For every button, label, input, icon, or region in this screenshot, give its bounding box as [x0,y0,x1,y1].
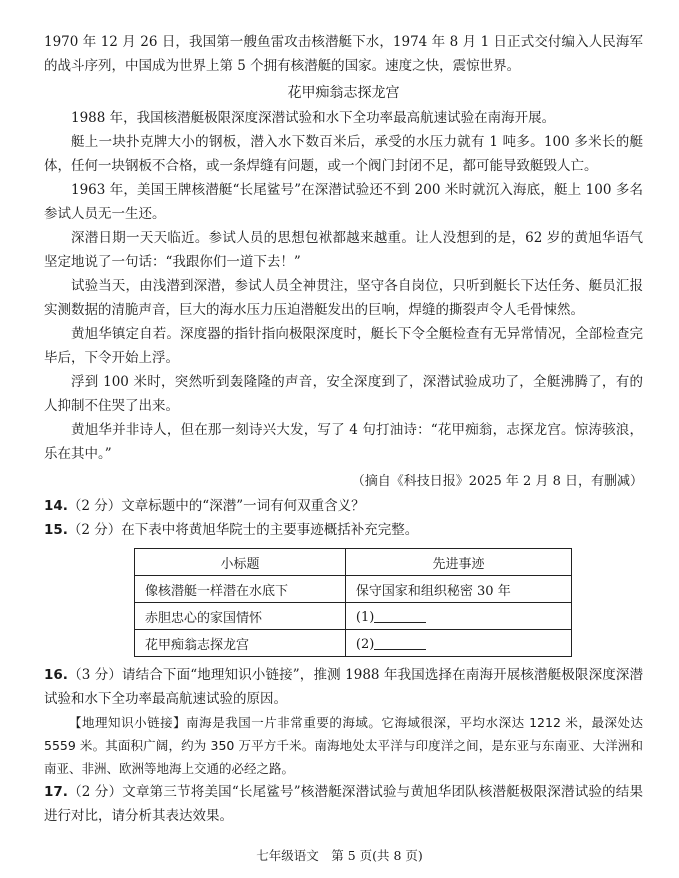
article-paragraph-4: 深潜日期一天天临近。参试人员的思想包袱都越来越重。让人没想到的是，62 岁的黄旭华语气坚定地说了一句话：“我跟你们一道下去！” [44,230,643,270]
table-cell-subtitle: 花甲痴翁志探龙宫 [135,630,346,657]
answer-blank-1[interactable] [374,608,426,623]
article-paragraph-3: 1963 年，美国王牌核潜艇“长尾鲨号”在深潜试验还不到 200 米时就沉入海底，艇上 100 多名参试人员无一生还。 [44,182,643,222]
blank-label: (1) [355,609,375,625]
deeds-summary-table [134,548,572,657]
article-paragraph-5: 试验当天，由浅潜到深潜，参试人员全神贯注，坚守各自岗位，只听到艇长下达任务、艇员汇报实测数据的清脆声音，巨大的海水压力压迫潜艇发出的巨响，焊缝的撕裂声令人毛骨悚然。 [44,278,643,318]
table-header-row [135,549,572,576]
article-paragraph-6: 黄旭华镇定自若。深度器的指针指向极限深度时，艇长下令全艇检查有无异常情况，全部检查完毕后，下令开始上浮。 [44,326,643,366]
geography-link: 【地理知识小链接】南海是我国一片非常重要的海域。它海域很深，平均水深达 1212 米，最深处达 5559 米。其面积广阔，约为 350 万平方千米。南海地处太平洋与印度洋之间，是东亚与东南亚、大洋洲和南亚、非洲、欧洲等地海上交通的必经之路。 [44,715,643,776]
question-number: 15. [44,522,68,538]
question-text: （2 分）文章标题中的“深潜”一词有何双重含义？ [67,498,365,514]
article-paragraph-7: 浮到 100 米时，突然听到轰隆隆的声音，安全深度到了，深潜试验成功了，全艇沸腾了，有的人抑制不住哭了出来。 [44,374,643,414]
question-15 [44,518,643,542]
table-header-cell: 先进事迹 [345,549,571,576]
intro-paragraph: 1970 年 12 月 26 日，我国第一艘鱼雷攻击核潜艇下水，1974 年 8 月 1 日正式交付编入人民海军的战斗序列，中国成为世界上第 5 个拥有核潜艇的国家。速度之快，震惊世界。 [44,34,643,74]
question-17 [44,780,643,828]
table-cell-subtitle: 像核潜艇一样潜在水底下 [135,576,346,603]
question-text: （2 分）在下表中将黄旭华院士的主要事迹概括补充完整。 [67,522,419,538]
article-paragraph-8: 黄旭华并非诗人，但在那一刻诗兴大发，写了 4 句打油诗：“花甲痴翁，志探龙宫。惊涛骇浪，乐在其中。” [44,422,643,462]
question-number: 14. [44,498,68,514]
table-cell-deed: 保守国家和组织秘密 30 年 [345,576,571,603]
answer-blank-2[interactable] [374,635,426,650]
table-row [135,576,572,603]
article-paragraph-2: 艇上一块扑克牌大小的钢板，潜入水下数百米后，承受的水压力就有 1 吨多。100 多米长的艇体，任何一块钢板不合格，或一条焊缝有问题，或一个阀门封闭不足，都可能导致艇毁人亡。 [44,134,643,174]
question-14 [44,494,643,518]
table-cell-deed [345,603,571,630]
table-header-cell: 小标题 [135,549,346,576]
table-cell-deed [345,630,571,657]
question-number: 16. [44,667,68,683]
question-text: （2 分）文章第三节将美国“长尾鲨号”核潜艇深潜试验与黄旭华团队核潜艇极限深潜试验的结果进行对比，请分析其表达效果。 [44,784,643,824]
question-16 [44,663,643,711]
section-title: 花甲痴翁志探龙宫 [287,85,400,101]
page-footer: 七年级语文 第 5 页(共 8 页) [256,848,423,863]
question-text: （3 分）请结合下面“地理知识小链接”，推测 1988 年我国选择在南海开展核潜艇极限深度深潜试验和水下全功率最高航速试验的原因。 [44,667,643,707]
source-citation: （摘自《科技日报》2025 年 2 月 8 日，有删减） [351,474,643,489]
article-paragraph-1: 1988 年，我国核潜艇极限深度深潜试验和水下全功率最高航速试验在南海开展。 [71,110,556,126]
table-row [135,630,572,657]
blank-label: (2) [355,636,375,652]
question-number: 17. [44,784,68,800]
table-cell-subtitle: 赤胆忠心的家国情怀 [135,603,346,630]
table-row [135,603,572,630]
